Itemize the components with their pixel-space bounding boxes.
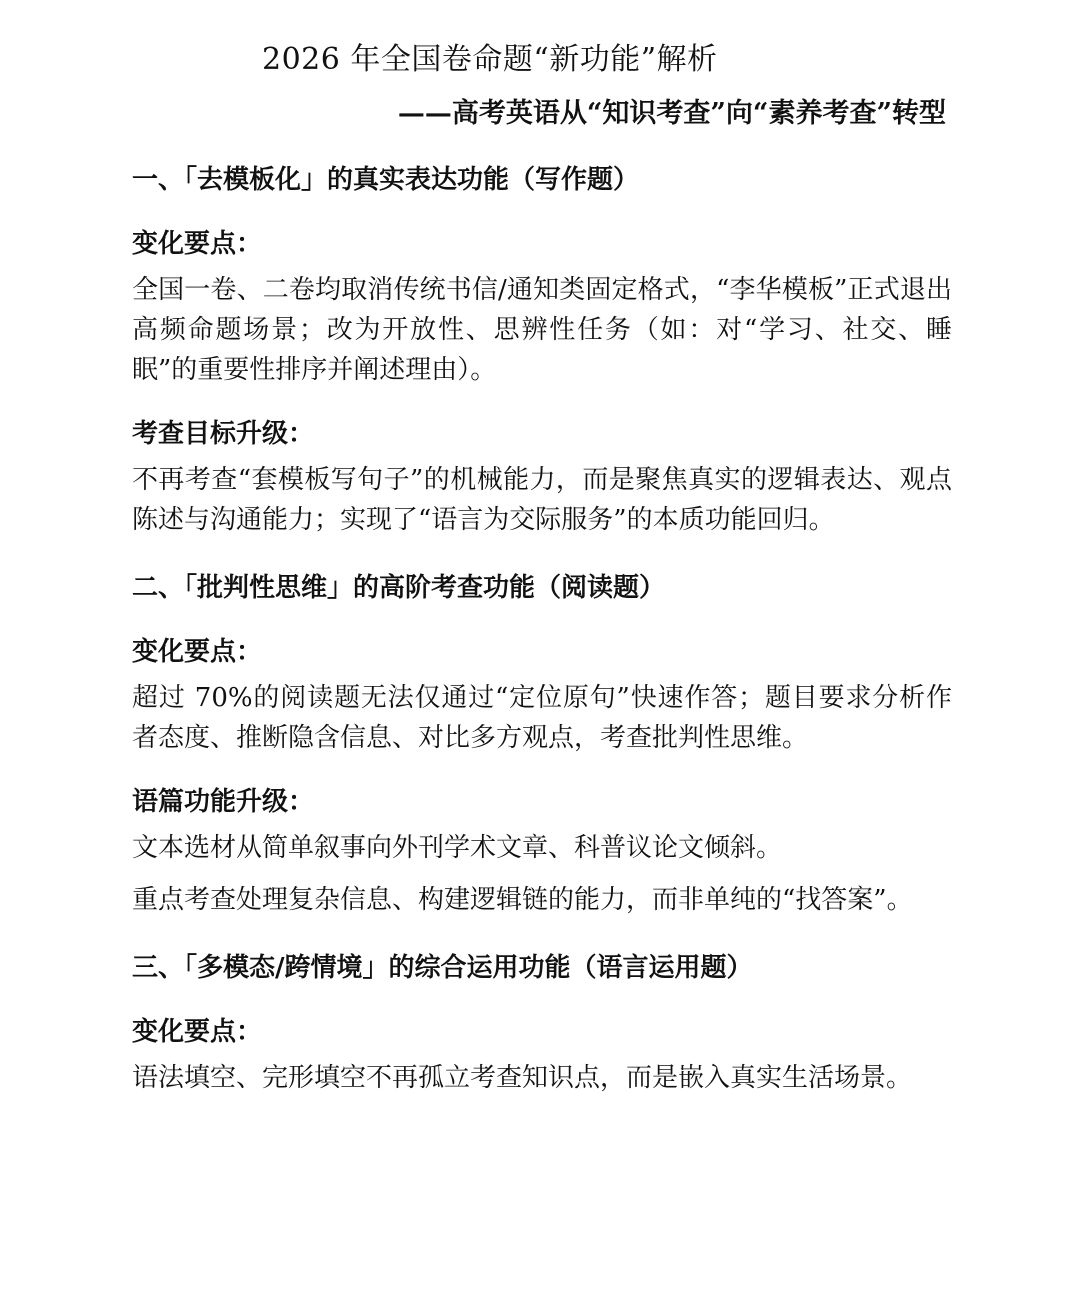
block-label: 变化要点： (132, 637, 263, 667)
document-subtitle: ——高考英语从“知识考查”向“素养考查”转型 (397, 98, 946, 129)
paragraph: 语法填空、完形填空不再孤立考查知识点，而是嵌入真实生活场景。 (132, 1063, 913, 1093)
section-heading: 二、「批判性思维」的高阶考查功能（阅读题） (132, 573, 666, 603)
section-heading: 三、「多模态/跨情境」的综合运用功能（语言运用题） (132, 953, 753, 983)
block-label: 语篇功能升级： (132, 787, 315, 817)
paragraph: 全国一卷、二卷均取消传统书信/通知类固定格式，“李华模板”正式退出高频命题场景；改为开放性、思辨性任务（如：对“学习、社交、睡眠”的重要性排序并阐述理由）。 (132, 275, 952, 385)
paragraph: 不再考查“套模板写句子”的机械能力，而是聚焦真实的逻辑表达、观点陈述与沟通能力；实现了“语言为交际服务”的本质功能回归。 (132, 465, 952, 535)
block-label: 考查目标升级： (132, 419, 315, 449)
block-label: 变化要点： (132, 229, 263, 259)
section-language-use (132, 950, 952, 1098)
paragraph: 文本选材从简单叙事向外刊学术文章、科普议论文倾斜。 (132, 833, 783, 863)
document-page (0, 40, 1080, 1291)
paragraph: 超过 70%的阅读题无法仅通过“定位原句”快速作答；题目要求分析作者态度、推断隐含信息、对比多方观点，考查批判性思维。 (132, 683, 952, 753)
section-writing (132, 162, 952, 540)
paragraph: 重点考查处理复杂信息、构建逻辑链的能力，而非单纯的“找答案”。 (132, 885, 913, 915)
section-heading: 一、「去模板化」的真实表达功能（写作题） (132, 165, 640, 195)
section-reading (132, 570, 952, 920)
document-title: 2026 年全国卷命题“新功能”解析 (262, 42, 718, 77)
block-label: 变化要点： (132, 1017, 263, 1047)
